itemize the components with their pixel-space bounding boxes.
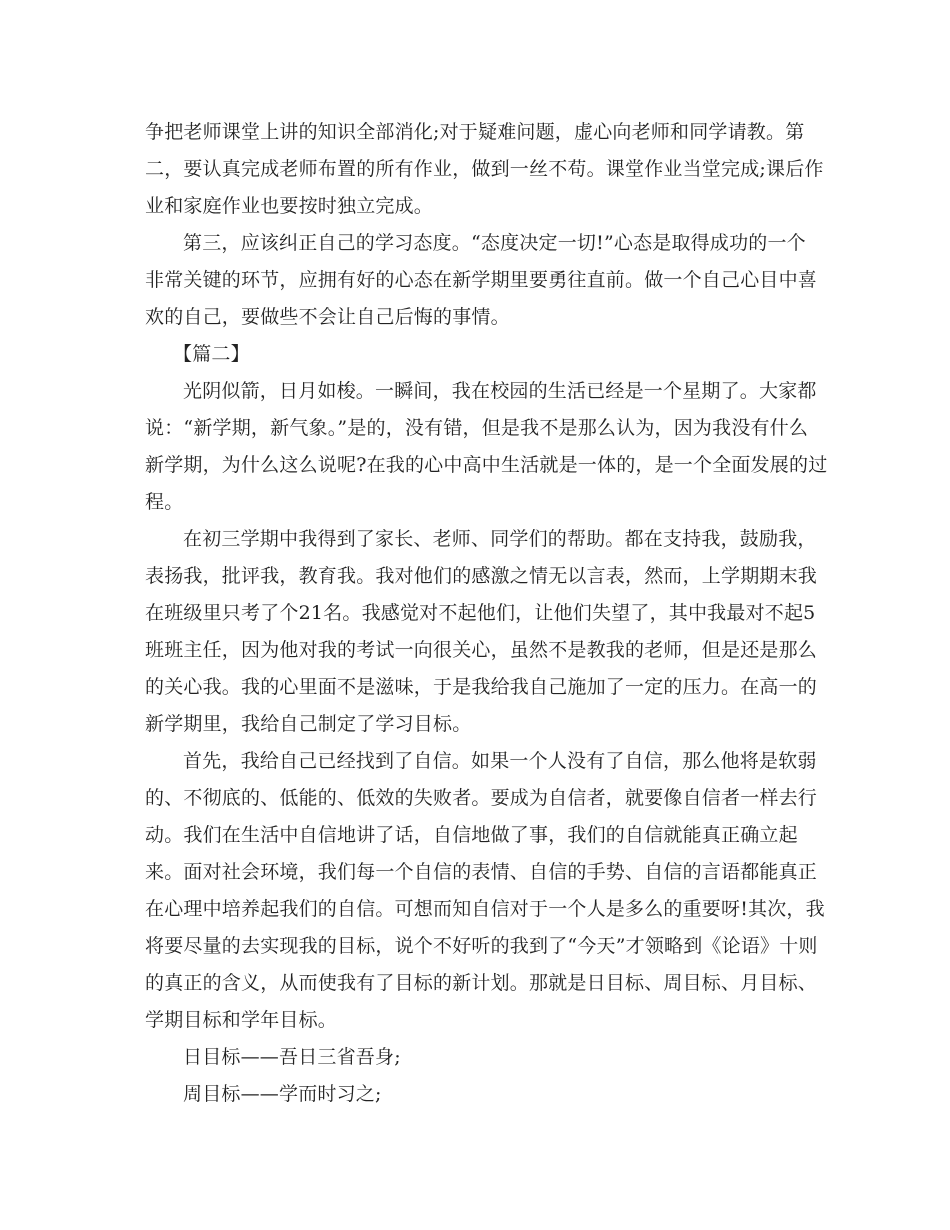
text-line: 光阴似箭，日月如梭。一瞬间，我在校园的生活已经是一个星期了。大家都 <box>183 380 817 402</box>
text-line: 欢的自己，要做些不会让自己后悔的事情。 <box>145 306 510 328</box>
text-line: 的、不彻底的、低能的、低效的失败者。要成为自信者，就要像自信者一样去行 <box>145 787 818 809</box>
text-line: 首先，我给自己已经找到了自信。如果一个人没有了自信，那么他将是软弱 <box>183 750 817 772</box>
text-line: 程。 <box>145 491 184 513</box>
text-line: 业和家庭作业也要按时独立完成。 <box>145 195 434 217</box>
text-line: 争把老师课堂上讲的知识全部消化;对于疑难问题，虚心向老师和同学请教。第 <box>145 121 805 143</box>
text-line: 的真正的含义，从而使我有了目标的新计划。那就是日目标、周目标、月目标、 <box>145 972 818 994</box>
text-line: 来。面对社会环境，我们每一个自信的表情、自信的手势、自信的言语都能真正 <box>145 861 818 883</box>
text-line: 的关心我。我的心里面不是滋味，于是我给我自己施加了一定的压力。在高一的 <box>145 676 818 698</box>
text-line: 说：“新学期，新气象。”是的，没有错，但是我不是那么认为，因为我没有什么 <box>145 417 809 439</box>
text-line: 非常关键的环节，应拥有好的心态在新学期里要勇往直前。做一个自己心目中喜 <box>145 269 818 291</box>
text-line: 班班主任，因为他对我的考试一向很关心，虽然不是教我的老师，但是还是那么 <box>145 639 818 661</box>
text-line: 新学期，为什么这么说呢?在我的心中高中生活就是一体的，是一个全面发展的过 <box>145 454 828 476</box>
text-line: 第三，应该纠正自己的学习态度。“态度决定一切!”心态是取得成功的一个 <box>183 232 806 254</box>
text-line: 新学期里，我给自己制定了学习目标。 <box>145 713 472 735</box>
text-line: 将要尽量的去实现我的目标，说个不好听的我到了“今天”才领略到《论语》十则 <box>145 935 818 957</box>
text-line: 在初三学期中我得到了家长、老师、同学们的帮助。都在支持我，鼓励我， <box>183 528 817 550</box>
text-line: 表扬我，批评我，教育我。我对他们的感激之情无以言表，然而，上学期期末我 <box>145 565 818 587</box>
section-heading: 【篇二】 <box>173 343 250 365</box>
text-line: 在班级里只考了个21名。我感觉对不起他们，让他们失望了，其中我最对不起5 <box>145 602 816 624</box>
text-line: 动。我们在生活中自信地讲了话，自信地做了事，我们的自信就能真正确立起 <box>145 824 798 846</box>
text-line: 在心理中培养起我们的自信。可想而知自信对于一个人是多么的重要呀!其次，我 <box>145 898 825 920</box>
text-line: 二，要认真完成老师布置的所有作业，做到一丝不苟。课堂作业当堂完成;课后作 <box>145 158 824 180</box>
goal-weekly: 周目标——学而时习之; <box>183 1083 382 1105</box>
goal-daily: 日目标——吾日三省吾身; <box>183 1046 401 1068</box>
text-line: 学期目标和学年目标。 <box>145 1009 338 1031</box>
